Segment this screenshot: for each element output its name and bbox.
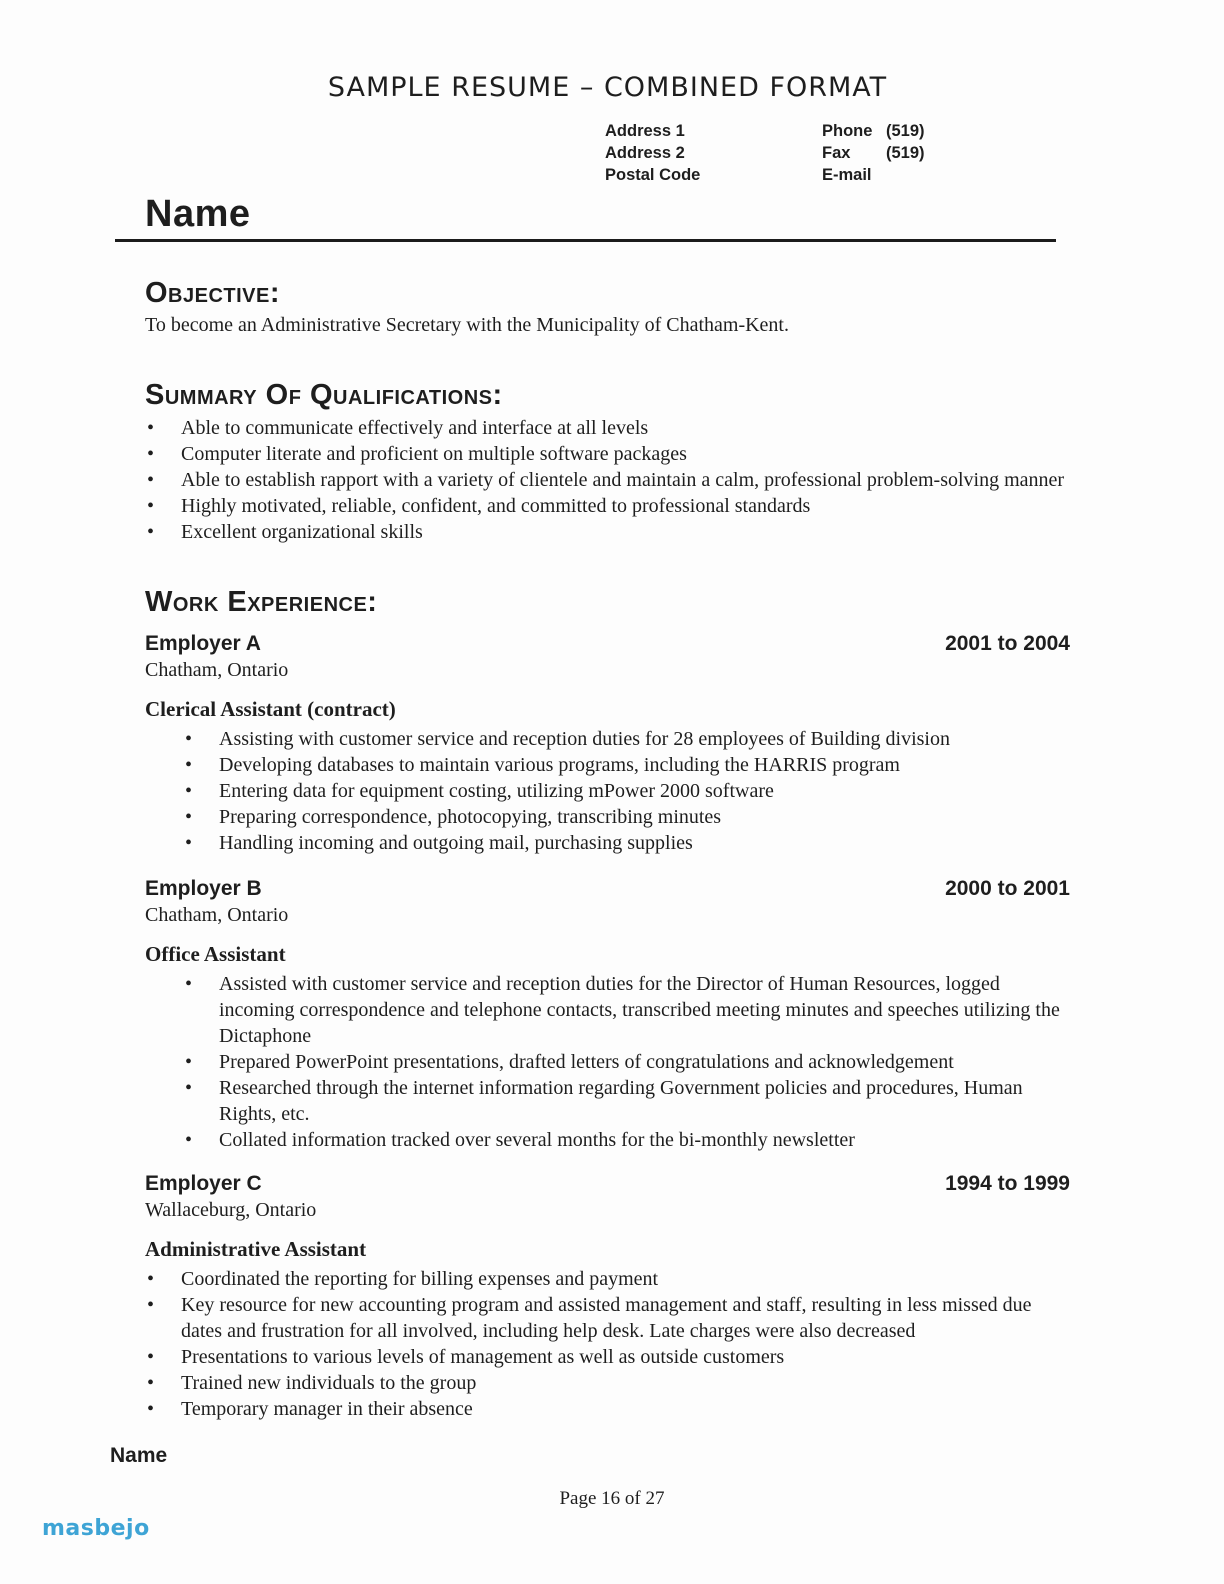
job-title: Clerical Assistant (contract) (145, 697, 396, 721)
job-duty: • Assisting with customer service and reception duties for 28 employees of Building division (183, 726, 1070, 752)
document-title: SAMPLE RESUME – COMBINED FORMAT (327, 72, 888, 103)
section-experience (145, 587, 1070, 1422)
job-duty: • Collated information tracked over several months for the bi-monthly newsletter (183, 1127, 1070, 1153)
qualifications-list (145, 415, 1070, 545)
phone-value: (519) (886, 122, 925, 140)
employer-name: Employer A (145, 632, 261, 655)
job-entry-employer-a (145, 631, 1070, 856)
fax-value: (519) (886, 144, 925, 162)
job-header (145, 876, 1070, 902)
address-column (605, 120, 822, 186)
objective-text: To become an Administrative Secretary with the Municipality of Chatham-Kent. (145, 314, 789, 336)
job-duty: • Trained new individuals to the group (145, 1370, 1070, 1396)
job-duties-list (183, 971, 1070, 1153)
phone-column (822, 120, 925, 186)
qualifications-heading: Summary Of Qualifications: (145, 379, 503, 411)
address-line: Postal Code (605, 166, 701, 184)
header-divider (115, 239, 1056, 242)
job-duty: • Researched through the internet information regarding Government policies and procedures, Human Rights, etc. (183, 1075, 1070, 1127)
watermark-text: masbejo (42, 1516, 150, 1541)
employment-dates: 1994 to 1999 (945, 1172, 1070, 1195)
job-duty: • Preparing correspondence, photocopying, transcribing minutes (183, 804, 1070, 830)
address-line: Address 2 (605, 144, 685, 162)
phone-line (822, 120, 925, 142)
job-duty: • Entering data for equipment costing, utilizing mPower 2000 software (183, 778, 1070, 804)
job-location: Chatham, Ontario (145, 659, 289, 681)
job-duty: • Key resource for new accounting program and assisted management and staff, resulting in less missed due dates and frustration for all involved, including help desk. Late charges were also decreased (145, 1292, 1070, 1344)
job-header (145, 1171, 1070, 1197)
job-title: Administrative Assistant (145, 1237, 367, 1261)
job-title: Office Assistant (145, 942, 286, 966)
section-qualifications (145, 380, 1070, 545)
qualification-item: • Able to establish rapport with a variety of clientele and maintain a calm, professional problem-solving manner (145, 467, 1070, 493)
job-duties-list (145, 1266, 1070, 1422)
fax-label: Fax (822, 144, 851, 162)
job-duty: • Temporary manager in their absence (145, 1396, 1070, 1422)
job-duties-list (183, 726, 1070, 856)
job-duty: • Presentations to various levels of management as well as outside customers (145, 1344, 1070, 1370)
email-line (822, 164, 925, 186)
fax-line (822, 142, 925, 164)
footer-name: Name (110, 1444, 168, 1467)
employer-name: Employer B (145, 877, 262, 900)
qualification-item: • Highly motivated, reliable, confident, and committed to professional standards (145, 493, 1070, 519)
candidate-name: Name (145, 193, 251, 235)
phone-label: Phone (822, 122, 873, 140)
job-entry-employer-c (145, 1171, 1070, 1422)
address-line: Address 1 (605, 122, 685, 140)
job-location: Wallaceburg, Ontario (145, 1199, 317, 1221)
job-entry-employer-b (145, 876, 1070, 1153)
qualification-item: • Excellent organizational skills (145, 519, 1070, 545)
job-header (145, 631, 1070, 657)
employer-name: Employer C (145, 1172, 262, 1195)
employment-dates: 2000 to 2001 (945, 877, 1070, 900)
employment-dates: 2001 to 2004 (945, 632, 1070, 655)
objective-heading: Objective: (145, 277, 281, 309)
job-duty: • Assisted with customer service and reception duties for the Director of Human Resources, logged incoming correspondence and telephone contacts, transcribed meeting minutes and speeches utilizing the Dictaphone (183, 971, 1070, 1049)
job-duty: • Coordinated the reporting for billing expenses and payment (145, 1266, 1070, 1292)
email-label: E-mail (822, 166, 872, 184)
job-duty: • Handling incoming and outgoing mail, purchasing supplies (183, 830, 1070, 856)
qualification-item: • Computer literate and proficient on multiple software packages (145, 441, 1070, 467)
qualification-item: • Able to communicate effectively and interface at all levels (145, 415, 1070, 441)
page-number: Page 16 of 27 (559, 1488, 665, 1509)
experience-heading: Work Experience: (145, 586, 378, 618)
contact-block (605, 120, 1070, 186)
job-duty: • Prepared PowerPoint presentations, drafted letters of congratulations and acknowledgement (183, 1049, 1070, 1075)
section-objective (145, 278, 1070, 338)
job-duty: • Developing databases to maintain various programs, including the HARRIS program (183, 752, 1070, 778)
job-location: Chatham, Ontario (145, 904, 289, 926)
